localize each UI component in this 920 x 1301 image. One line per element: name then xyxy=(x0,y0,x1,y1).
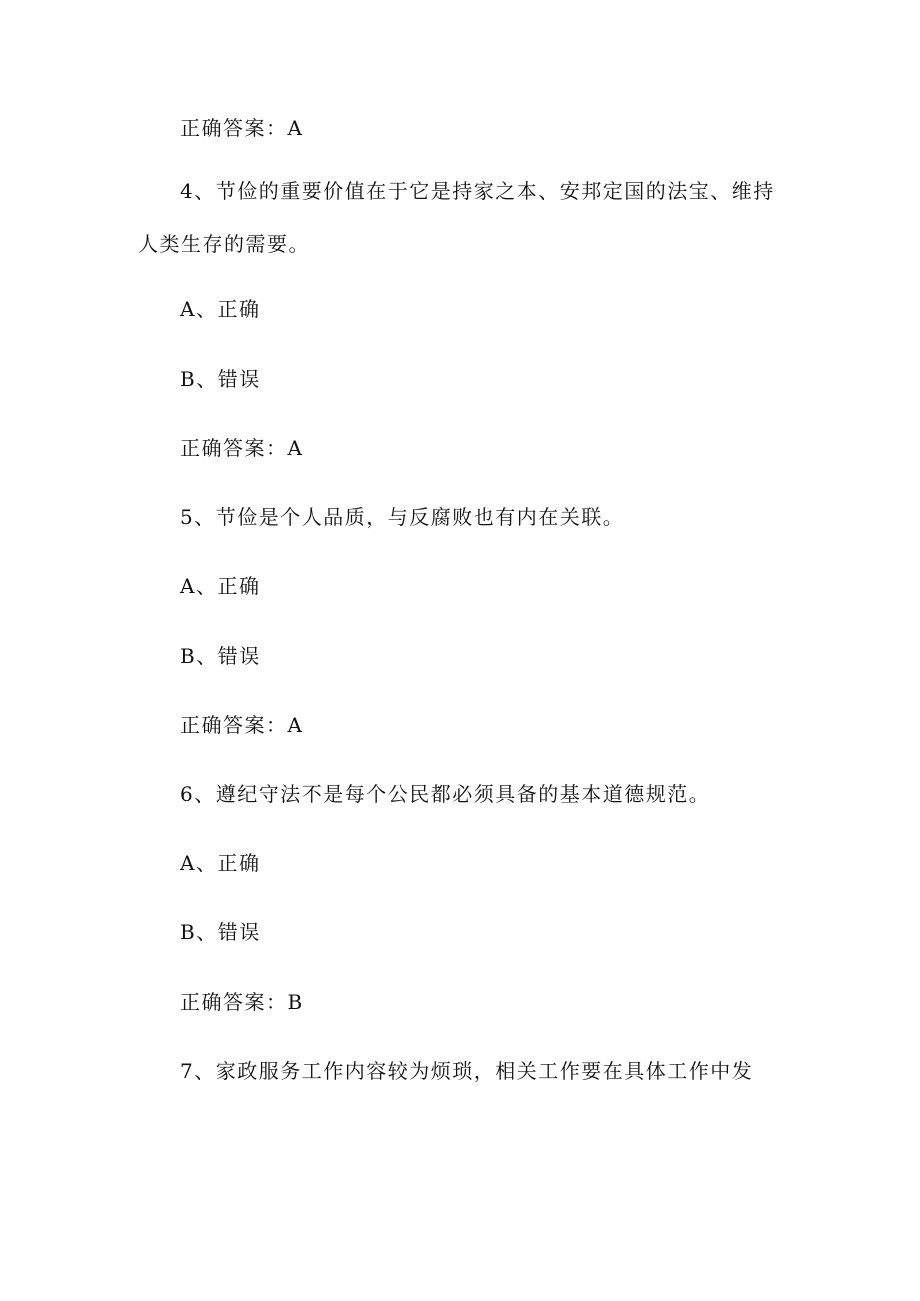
answer-5: 正确答案：A xyxy=(180,713,304,737)
question-7-line-1: 7、家政服务工作内容较为烦琐，相关工作要在具体工作中发 xyxy=(180,1059,754,1083)
question-5: 5、节俭是个人品质，与反腐败也有内在关联。 xyxy=(180,505,625,529)
question-4-line-2: 人类生存的需要。 xyxy=(138,232,310,256)
question-5-option-b: B、错误 xyxy=(180,644,261,668)
question-6: 6、遵纪守法不是每个公民都必须具备的基本道德规范。 xyxy=(180,782,711,806)
question-4-option-b: B、错误 xyxy=(180,367,261,391)
question-5-option-a: A、正确 xyxy=(180,574,261,598)
question-4-line-1: 4、节俭的重要价值在于它是持家之本、安邦定国的法宝、维持 xyxy=(180,179,775,203)
question-4-option-a: A、正确 xyxy=(180,297,261,321)
answer-6: 正确答案：B xyxy=(180,990,304,1014)
question-6-option-b: B、错误 xyxy=(180,920,261,944)
answer-4: 正确答案：A xyxy=(180,436,304,460)
answer-3: 正确答案：A xyxy=(180,116,304,140)
question-6-option-a: A、正确 xyxy=(180,851,261,875)
